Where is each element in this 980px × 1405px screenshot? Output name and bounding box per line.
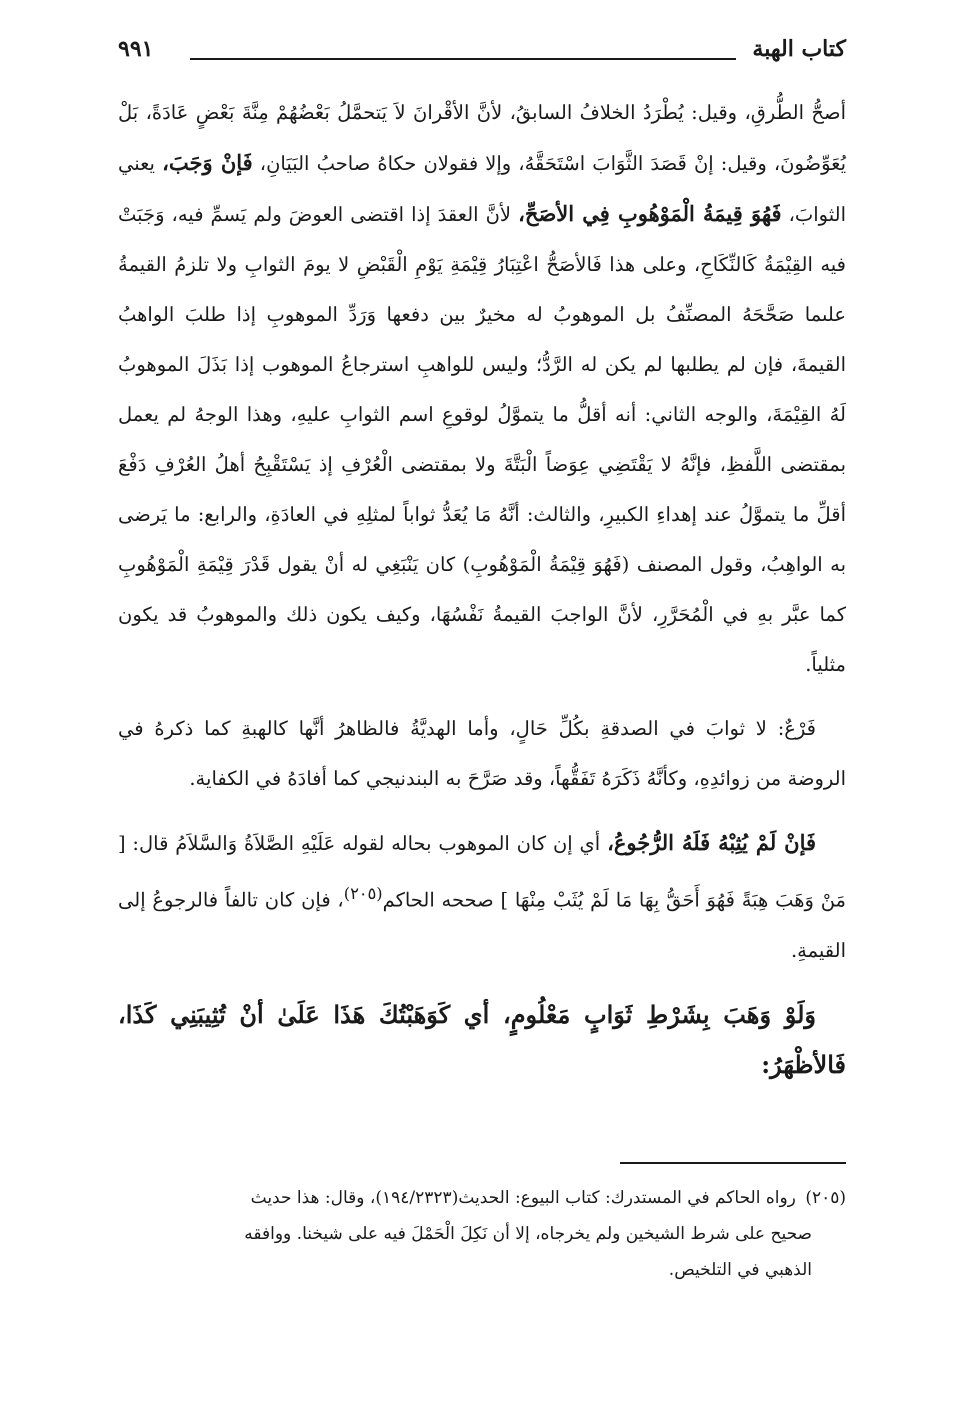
footnote-line: الذهبي في التلخيص.	[668, 1260, 812, 1280]
header-rule	[190, 58, 736, 60]
matn-text: وَلَوْ وَهَبَ بِشَرْطِ ثَوَابٍ مَعْلُومٍ،	[502, 999, 817, 1029]
main-text	[118, 88, 846, 1090]
matn-text: فَالأظْهَرُ:	[761, 1049, 846, 1079]
paragraph-3	[118, 818, 846, 976]
matn-text: فَهُوَ قِيمَةُ الْمَوْهُوبِ فِي الأصَحِّ،	[518, 201, 782, 226]
commentary-text: فَرْعٌ: لا ثوابَ في الصدقةِ بكُلِّ حَالٍ، وأما الهديَّةُ فالظاهرُ أنَّها كالهبةِ كما ذكرهُ في الروضة من زوائدِهِ، وكأنَّهُ ذَكَرَهُ تَفَقُّهاً، وقد صَرَّحَ به البندنيجي كما أفادَهُ في الكفاية.	[118, 717, 846, 790]
paragraph-4	[118, 990, 846, 1090]
commentary-text: لأنَّ العقدَ إذا اقتضى العوضَ ولم يَسمِّ فيه، وَجَبَتْ فيه القِيْمَةُ كَالنِّكَاحِ، وعلى هذا فَالأصَحُّ اعْتِبَارُ قِيْمَةِ يَوْمِ الْقَبْضِ لا يومَ الثوابِ ولا تلزمُ القيمةُ علىما صَحَّحَهُ المصنِّفُ بل الموهوبُ له مخيرٌ بين دفعها وَرَدِّ الموهوبِ إذا طلبَ الواهبُ القيمةَ، فإن لم يطلبها لم يكن له الرَّدُّ؛ وليس للواهبِ استرجاعُ الموهوب إذا بَذَلَ الموهوبُ لَهُ القِيْمَةَ، والوجه الثاني: أنه أقلُّ ما يتموَّلُ لوقوعِ اسم الثوابِ عليهِ، وهذا الوجهُ لم يعمل بمقتضى اللَّفظِ، فإنَّهُ لا يَقْتَضِي عِوَضاً الْبَتَّةَ ولا بمقتضى الْعُرْفِ إذ يَسْتَقْبِحُ أهلُ العُرْفِ دَفْعَ أقلِّ ما يتموَّلُ عند إهداءِ الكبيرِ، والثالث: أنَّهُ مَا يُعَدُّ ثواباً لمثلِهِ في العادَةِ، والرابع: ما يَرضى به الواهِبُ، وقول المصنف (فَهُوَ قِيْمَةُ الْمَوْهُوبِ) كان يَنْبَغِي له أنْ يقول قَدْرَ قِيْمَةِ الْمَوْهُوبِ كما عبَّر بهِ في الْمُحَرَّرِ، لأنَّ الواجبَ القيمةُ نَفْسُهَا، وكيف يكون ذلك والموهوبُ قد يكون مثلياً.	[118, 203, 846, 676]
footnote-text: رواه الحاكم في المستدرك: كتاب البيوع: الحديث(١٩٤/٢٣٢٣)، وقال: هذا حديث	[250, 1188, 796, 1208]
paragraph-2	[118, 704, 846, 804]
footnote-reference[interactable]: (٢٠٥)	[343, 884, 383, 903]
chapter-title: كتاب الهبة	[752, 36, 846, 62]
commentary-text: ، فإن كان تالفاً فالرجوعُ إلى القيمةِ.	[118, 888, 846, 962]
commentary-text: أي كَوَهَبْتُكَ هَذَا عَلَىٰ أنْ تُثِيبَنِي كَذَا،	[118, 999, 490, 1029]
footnote-line	[118, 1180, 846, 1216]
commentary-text: أصحُّ الطُّرقِ، وقيل: يُطْرَدُ الخلافُ السابقُ، لأنَّ الأقْرانَ لاَ يَتحمَّلُ بَعْضُهُمْ مِنَّةَ بَعْضٍ عَادَةً، بَلْ يُعَوِّضُونَ، وقيل: إنْ قَصَدَ الثَّوَابَ اسْتَحَقَّهُ، وإلا فقولان حكاهُ صاحبُ البَيَانِ،	[118, 101, 847, 175]
commentary-text: أي إن كان الموهوب بحاله لقوله عَلَيْهِ الصَّلاَةُ وَالسَّلاَمُ قال: [ مَنْ وَهَبَ هِبَةً فَهُوَ أَحَقُّ بِهَا مَا لَمْ يُثَبْ مِنْهَا ] صححه الحاكم	[118, 832, 846, 912]
matn-text: فَإنْ لَمْ يُثِبْهُ فَلَهُ الرُّجُوعُ،	[607, 830, 816, 855]
page-number: ٩٩١	[118, 36, 154, 62]
footnote	[118, 1180, 846, 1288]
commentary-text: يعني الثوابَ،	[118, 152, 846, 226]
matn-text: فَإنْ وَجَبَ،	[162, 150, 253, 175]
footnote-separator	[620, 1162, 846, 1164]
running-header	[118, 34, 846, 70]
paragraph-1	[118, 88, 846, 690]
footnote-number: (٢٠٥)	[805, 1188, 846, 1208]
footnote-line: صحيح على شرط الشيخين ولم يخرجاه، إلا أن نَكِلَ الْحَمْلَ فيه على شيخنا. ووافقه	[244, 1224, 812, 1244]
